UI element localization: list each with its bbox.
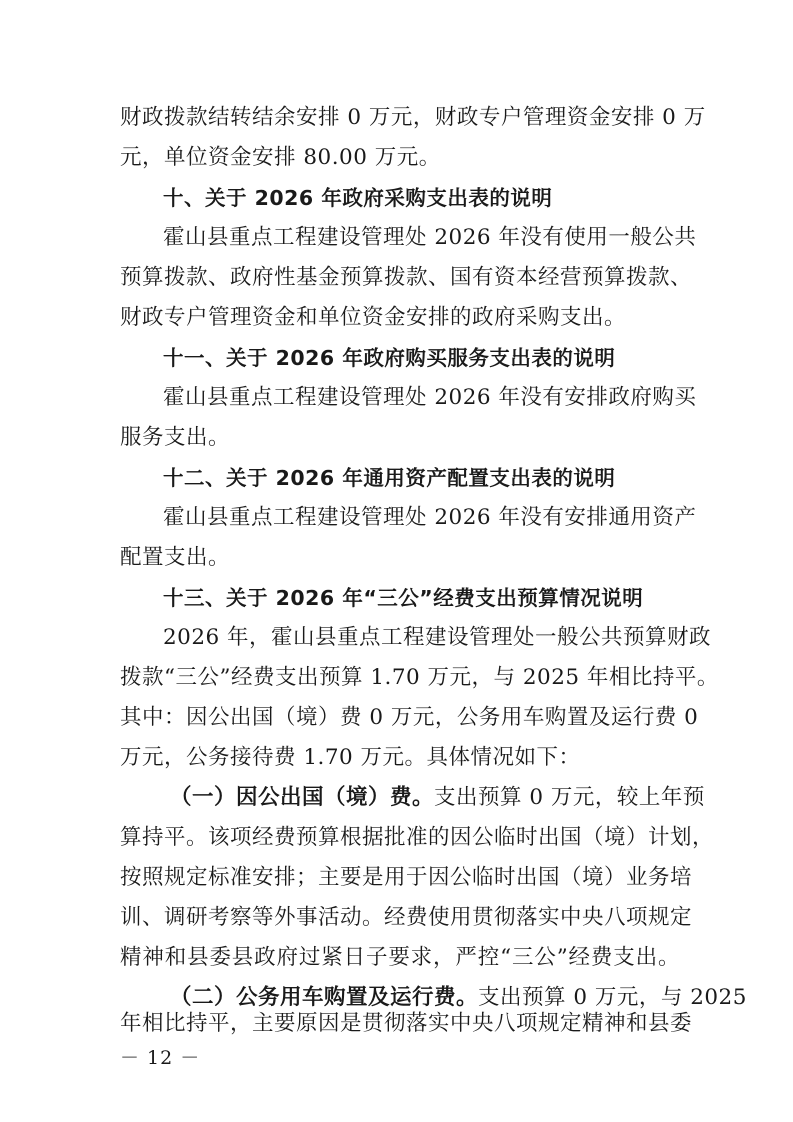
- item-1-text: 支出预算 0 万元，较上年预: [434, 785, 705, 810]
- body-text-line: 拨款“三公”经费支出预算 1.70 万元，与 2025 年相比持平。: [120, 665, 719, 690]
- section-heading-13: 十三、关于 2026 年“三公”经费支出预算情况说明: [163, 586, 644, 610]
- item-2-title: （二）公务用车购置及运行费。: [170, 985, 479, 1010]
- body-text-line: 万元，公务接待费 1.70 万元。具体情况如下：: [120, 745, 581, 770]
- body-text-line: 配置支出。: [120, 545, 231, 570]
- section-heading-11: 十一、关于 2026 年政府购买服务支出表的说明: [163, 346, 616, 370]
- body-text-line: 财政专户管理资金和单位资金安排的政府采购支出。: [120, 305, 627, 330]
- section-heading-10: 十、关于 2026 年政府采购支出表的说明: [163, 186, 553, 210]
- body-text-line: 元，单位资金安排 80.00 万元。: [120, 145, 441, 170]
- body-text-line: 霍山县重点工程建设管理处 2026 年没有安排政府购买: [163, 385, 697, 410]
- body-text-line: 其中：因公出国（境）费 0 万元，公务用车购置及运行费 0: [120, 705, 699, 730]
- body-text-line: 霍山县重点工程建设管理处 2026 年没有安排通用资产: [163, 505, 697, 530]
- body-text-line: 精神和县委县政府过紧日子要求，严控“三公”经费支出。: [120, 945, 680, 970]
- body-text-line: 按照规定标准安排；主要是用于因公临时出国（境）业务培: [120, 865, 693, 890]
- body-text-line: 预算拨款、政府性基金预算拨款、国有资本经营预算拨款、: [120, 265, 693, 290]
- section-heading-12: 十二、关于 2026 年通用资产配置支出表的说明: [163, 466, 616, 490]
- body-text-line: 财政拨款结转结余安排 0 万元，财政专户管理资金安排 0 万: [120, 105, 706, 130]
- item-1-line: [170, 778, 705, 818]
- body-text-line: 年相比持平，主要原因是贯彻落实中央八项规定精神和县委: [120, 1011, 693, 1036]
- body-text-line: 算持平。该项经费预算根据批准的因公临时出国（境）计划，: [120, 825, 715, 850]
- item-2-text: 支出预算 0 万元，与 2025: [478, 985, 747, 1010]
- page-number: － 12 －: [120, 1047, 201, 1069]
- body-text-line: 服务支出。: [120, 425, 231, 450]
- body-text-line: 2026 年，霍山县重点工程建设管理处一般公共预算财政: [163, 625, 712, 650]
- body-text-line: 霍山县重点工程建设管理处 2026 年没有使用一般公共: [163, 225, 697, 250]
- item-1-title: （一）因公出国（境）费。: [170, 785, 435, 810]
- body-text-line: 训、调研考察等外事活动。经费使用贯彻落实中央八项规定: [120, 905, 693, 930]
